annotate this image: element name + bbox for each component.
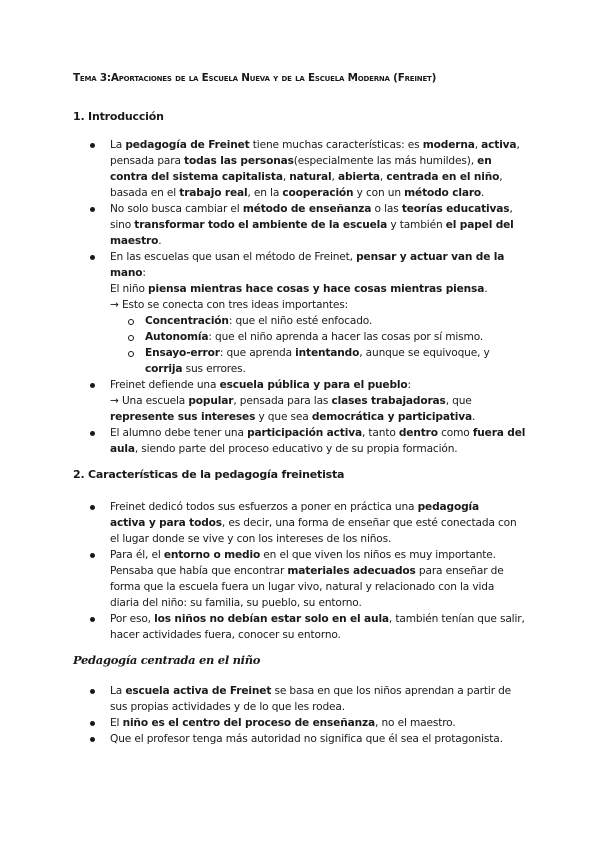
text-run: Para él, el xyxy=(110,549,164,561)
text-run: basada en el xyxy=(110,187,180,199)
text-run: → Una escuela xyxy=(110,395,189,407)
bold-text: escuela activa de Freinet xyxy=(125,685,272,697)
text-run: Freinet dedicó todos sus esfuerzos a poner en práctica una xyxy=(110,501,418,513)
text-run: sino xyxy=(110,219,135,231)
sub-bullet-icon xyxy=(128,319,134,325)
bullet-icon xyxy=(90,737,95,742)
bold-text: activa xyxy=(481,139,517,151)
text-run: (especialmente las más humildes), xyxy=(293,155,478,167)
text-line xyxy=(110,186,484,200)
text-line xyxy=(110,410,475,424)
text-run: : xyxy=(142,267,146,279)
text-run: , aunque se equivoque, y xyxy=(359,347,490,359)
text-run: , también tenían que salir, xyxy=(388,613,525,625)
text-run: o las xyxy=(371,203,402,215)
section-heading-introduccion: 1. Introducción xyxy=(73,110,164,123)
bold-text: natural xyxy=(289,171,332,183)
text-run: La xyxy=(110,685,126,697)
bold-text: pensar y actuar van de la xyxy=(356,251,505,263)
text-run: , xyxy=(516,139,520,151)
bullet-icon xyxy=(90,143,95,148)
text-run: En las escuelas que usan el método de Freinet, xyxy=(110,251,357,263)
section-heading-caracteristicas: 2. Características de la pedagogía freinetista xyxy=(73,468,345,481)
text-run: y con un xyxy=(353,187,405,199)
text-line xyxy=(110,548,496,562)
text-line xyxy=(110,628,341,642)
bold-text: en xyxy=(477,155,492,167)
bold-text: pedagogía de Freinet xyxy=(125,139,250,151)
text-run: sus errores. xyxy=(182,363,246,375)
text-line xyxy=(110,684,511,698)
bold-text: piensa mientras hace cosas y hace cosas mientras piensa xyxy=(148,283,485,295)
bullet-icon xyxy=(90,255,95,260)
text-run: Que el profesor tenga más autoridad no significa que él sea el protagonista. xyxy=(110,733,503,745)
text-line xyxy=(110,596,362,610)
section-heading-pedagogia-nino: Pedagogía centrada en el niño xyxy=(73,653,261,667)
text-run: se basa en que los niños aprendan a partir de xyxy=(271,685,512,697)
bold-text: niño es el centro del proceso de enseñanza xyxy=(122,717,376,729)
text-run: como xyxy=(437,427,473,439)
bold-text: intentando xyxy=(295,347,360,359)
text-run: , no el maestro. xyxy=(375,717,456,729)
text-line xyxy=(145,362,246,376)
bold-text: dentro xyxy=(398,427,438,439)
text-run: La xyxy=(110,139,126,151)
text-run: , pensada para las xyxy=(233,395,332,407)
text-line xyxy=(110,282,487,296)
text-run: , xyxy=(474,139,482,151)
text-run: pensada para xyxy=(110,155,185,167)
bold-text: democrática y participativa xyxy=(311,411,472,423)
text-run: en el que viven los niños es muy importante. xyxy=(260,549,496,561)
text-run: , xyxy=(331,171,338,183)
text-line xyxy=(110,202,513,216)
bold-text: Concentración xyxy=(145,315,229,327)
text-line xyxy=(110,170,503,184)
bold-text: aula xyxy=(110,443,135,455)
text-line xyxy=(110,426,525,440)
bold-text: pedagogía xyxy=(417,501,479,513)
bold-text: participación activa xyxy=(247,427,362,439)
text-line xyxy=(110,266,146,280)
text-run: para enseñar de xyxy=(415,565,504,577)
text-run: . xyxy=(484,283,488,295)
bold-text: corrija xyxy=(145,363,183,375)
bold-text: cooperación xyxy=(282,187,354,199)
text-run: , xyxy=(282,171,290,183)
text-run: : xyxy=(407,379,411,391)
text-line xyxy=(110,378,411,392)
text-line xyxy=(110,442,458,456)
text-line xyxy=(110,516,517,530)
text-run: El niño xyxy=(110,283,149,295)
bold-text: materiales adecuados xyxy=(287,565,416,577)
text-run: hacer actividades fuera, conocer su entorno. xyxy=(110,629,341,641)
text-run: : que aprenda xyxy=(219,347,296,359)
bullet-icon xyxy=(90,505,95,510)
text-run: , es decir, una forma de enseñar que esté conectada con xyxy=(221,517,517,529)
bullet-icon xyxy=(90,383,95,388)
text-run: : que el niño aprenda a hacer las cosas por sí mismo. xyxy=(208,331,484,343)
text-run: , xyxy=(379,171,387,183)
text-run: , tanto xyxy=(361,427,399,439)
text-run: diaria del niño: su familia, su pueblo, su entorno. xyxy=(110,597,362,609)
bold-text: moderna xyxy=(422,139,475,151)
bullet-icon xyxy=(90,553,95,558)
bold-text: entorno o medio xyxy=(163,549,261,561)
text-run: , siendo parte del proceso educativo y de su propia formación. xyxy=(134,443,458,455)
text-line xyxy=(110,218,514,232)
text-line xyxy=(110,298,348,312)
bold-text: método de enseñanza xyxy=(242,203,372,215)
text-run: forma que la escuela fuera un lugar vivo, natural y relacionado con la vida xyxy=(110,581,495,593)
text-run: sus propias actividades y de lo que les rodea. xyxy=(110,701,345,713)
text-line xyxy=(110,580,494,594)
bold-text: transformar todo el ambiente de la escuela xyxy=(134,219,388,231)
bold-text: Ensayo-error xyxy=(145,347,220,359)
text-line xyxy=(110,234,161,248)
bullet-icon xyxy=(90,431,95,436)
bold-text: método claro xyxy=(404,187,482,199)
text-run: , xyxy=(499,171,503,183)
document-title: Tema 3:Aportaciones de la Escuela Nueva y de la Escuela Moderna (Freinet) xyxy=(73,72,437,84)
bold-text: maestro xyxy=(110,235,159,247)
text-line xyxy=(110,138,520,152)
text-line xyxy=(110,250,504,264)
text-run: Freinet defiende una xyxy=(110,379,220,391)
bold-text: todas las personas xyxy=(184,155,294,167)
bold-text: abierta xyxy=(337,171,380,183)
text-line xyxy=(145,314,372,328)
bold-text: mano xyxy=(110,267,143,279)
bold-text: contra del sistema capitalista xyxy=(110,171,283,183)
text-run: El xyxy=(110,717,123,729)
text-line xyxy=(110,394,472,408)
bullet-icon xyxy=(90,207,95,212)
text-run: . xyxy=(471,411,476,423)
bold-text: teorías educativas xyxy=(401,203,510,215)
bold-text: Autonomía xyxy=(145,331,209,343)
text-line xyxy=(145,346,490,360)
text-line xyxy=(110,612,525,626)
sub-bullet-icon xyxy=(128,335,134,341)
bold-text: el papel del xyxy=(445,219,514,231)
text-run: → Esto se conecta con tres ideas importantes: xyxy=(110,299,349,311)
bullet-icon xyxy=(90,617,95,622)
text-run: , que xyxy=(445,395,472,407)
text-line xyxy=(110,154,492,168)
text-line xyxy=(145,330,483,344)
bold-text: activa y para todos xyxy=(110,517,222,529)
bold-text: escuela pública y para el pueblo xyxy=(219,379,408,391)
text-line xyxy=(110,564,504,578)
text-line xyxy=(110,732,503,746)
text-line xyxy=(110,700,345,714)
bold-text: clases trabajadoras xyxy=(331,395,446,407)
text-run: Por eso, xyxy=(110,613,155,625)
bold-text: popular xyxy=(188,395,234,407)
text-run: , xyxy=(509,203,513,215)
text-line xyxy=(110,716,456,730)
bullet-icon xyxy=(90,689,95,694)
text-line xyxy=(110,532,391,546)
bold-text: los niños no debían estar solo en el aula xyxy=(154,613,389,625)
text-run: . xyxy=(158,235,162,247)
text-run: No solo busca cambiar el xyxy=(110,203,243,215)
sub-bullet-icon xyxy=(128,351,134,357)
text-run: El alumno debe tener una xyxy=(110,427,248,439)
text-run: y que sea xyxy=(255,411,312,423)
text-run: el lugar donde se vive y con los intereses de los niños. xyxy=(110,533,392,545)
text-run: tiene muchas características: es xyxy=(249,139,423,151)
bullet-icon xyxy=(90,721,95,726)
text-line xyxy=(110,500,479,514)
bold-text: centrada en el niño xyxy=(386,171,500,183)
bold-text: fuera del xyxy=(472,427,526,439)
bold-text: represente sus intereses xyxy=(110,411,256,423)
text-run: . xyxy=(481,187,485,199)
text-run: , en la xyxy=(247,187,283,199)
text-run: y también xyxy=(387,219,446,231)
text-run: : que el niño esté enfocado. xyxy=(228,315,373,327)
text-run: Pensaba que había que encontrar xyxy=(110,565,288,577)
bold-text: trabajo real xyxy=(179,187,248,199)
